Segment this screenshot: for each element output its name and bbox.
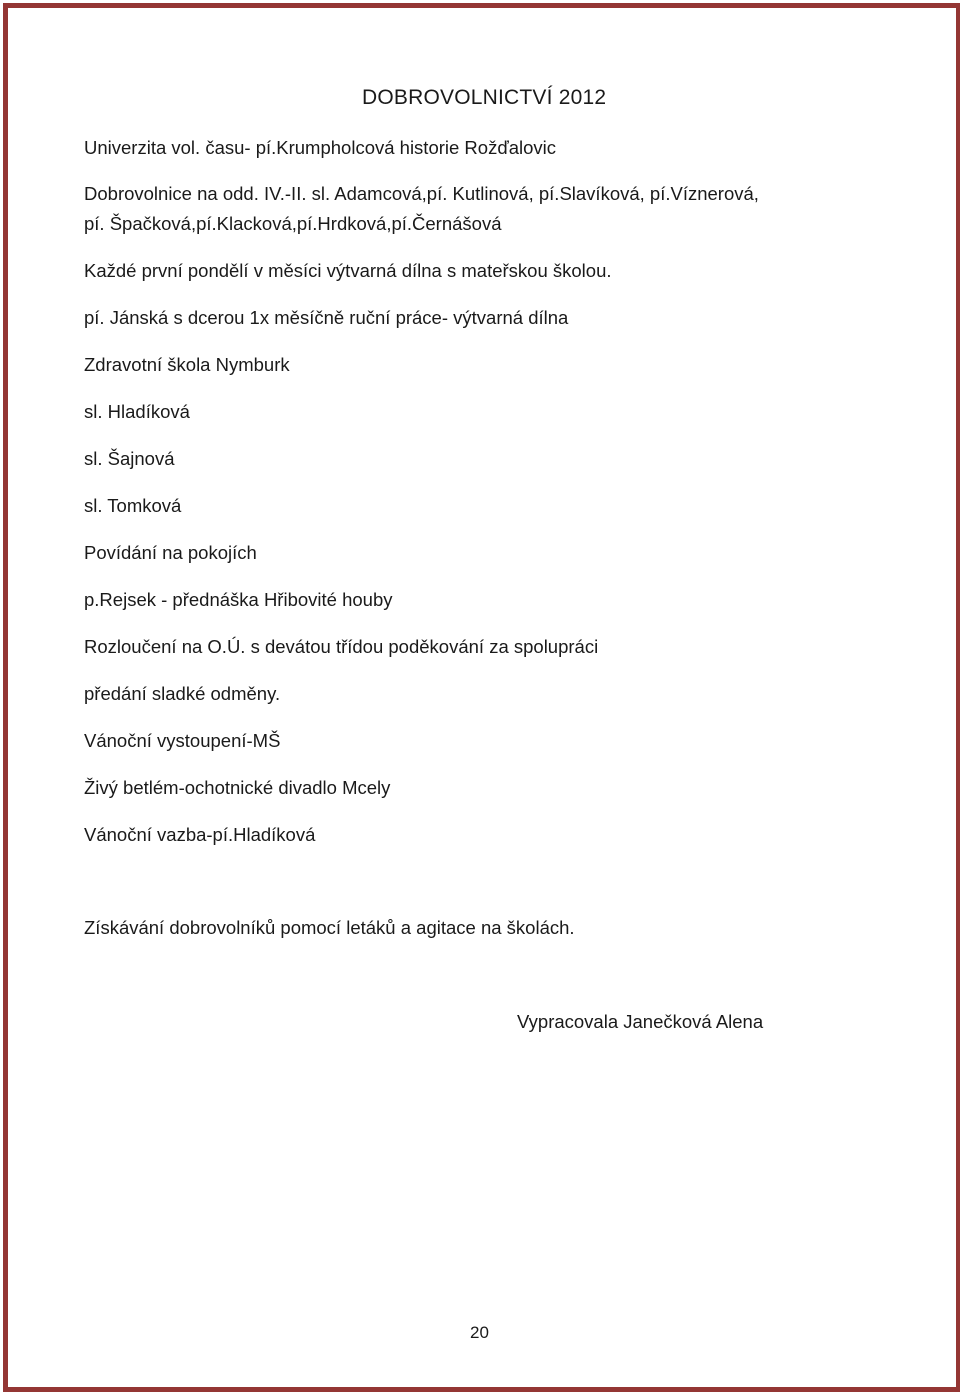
text-line-recruitment: Získávání dobrovolníků pomocí letáků a agitace na školách. — [84, 917, 575, 938]
page-number: 20 — [470, 1323, 489, 1342]
text-line-christmas-performance: Vánoční vystoupení-MŠ — [84, 730, 281, 751]
text-line-hladikova: sl. Hladíková — [84, 401, 190, 422]
text-line-lecture: p.Rejsek - přednáška Hřibovité houby — [84, 589, 393, 610]
text-line-farewell: Rozloučení na O.Ú. s devátou třídou poděkování za spolupráci — [84, 636, 599, 657]
text-line-health-school: Zdravotní škola Nymburk — [84, 354, 290, 375]
text-line-monthly-workshop: Každé první pondělí v měsíci výtvarná dílna s mateřskou školou. — [84, 260, 612, 281]
text-line-volunteers-continued: pí. Špačková,pí.Klacková,pí.Hrdková,pí.Černášová — [84, 213, 502, 234]
text-line-nativity-scene: Živý betlém-ochotnické divadlo Mcely — [84, 777, 391, 798]
document-title: DOBROVOLNICTVÍ 2012 — [362, 86, 607, 109]
signature: Vypracovala Janečková Alena — [517, 1011, 764, 1032]
text-line-sajnova: sl. Šajnová — [84, 448, 175, 469]
text-line-volunteers: Dobrovolnice na odd. IV.-II. sl. Adamcová,pí. Kutlinová, pí.Slavíková, pí.Víznerová, — [84, 183, 759, 204]
text-line-handcraft: pí. Jánská s dcerou 1x měsíčně ruční práce- výtvarná dílna — [84, 307, 569, 328]
text-line-tomkova: sl. Tomková — [84, 495, 182, 516]
text-line-christmas-binding: Vánoční vazba-pí.Hladíková — [84, 824, 316, 845]
text-line-reward: předání sladké odměny. — [84, 683, 281, 704]
text-line-university: Univerzita vol. času- pí.Krumpholcová historie Rožďalovic — [84, 137, 557, 158]
text-line-room-talks: Povídání na pokojích — [84, 542, 257, 563]
